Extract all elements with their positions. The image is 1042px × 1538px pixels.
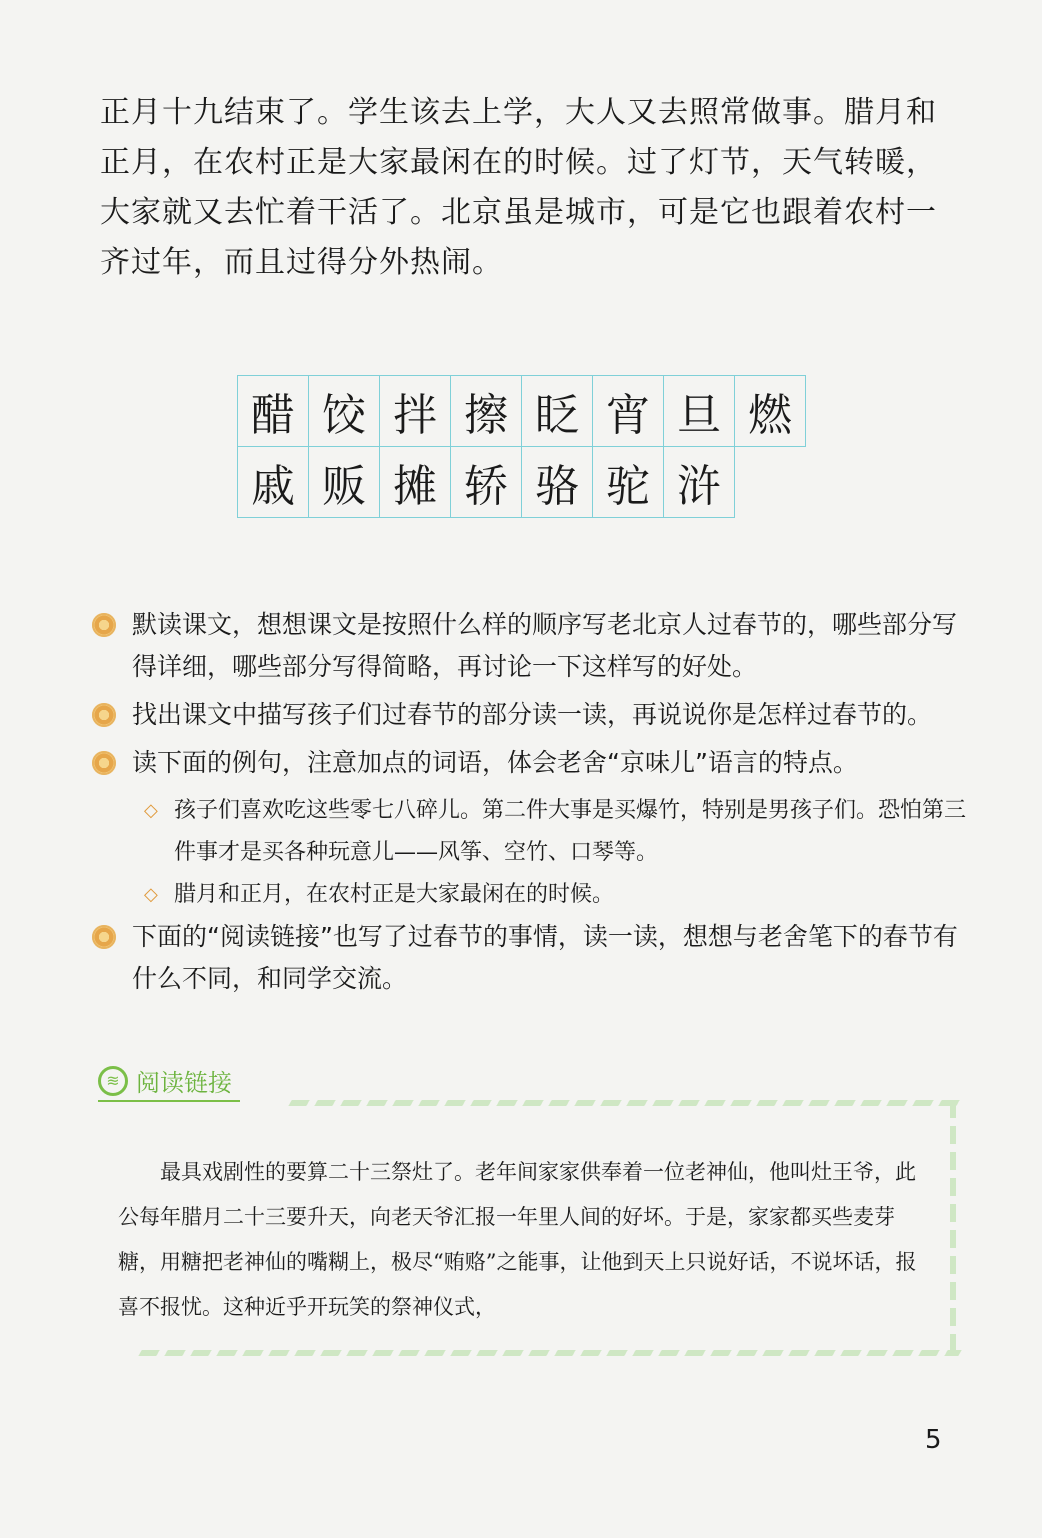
example-sentence	[144, 874, 972, 916]
char-cell: 拌	[379, 375, 451, 447]
exercise-text: 读下面的例句，注意加点的词语，体会老舍“京味儿”语言的特点。	[132, 748, 858, 777]
reading-text: 最具戏剧性的要算二十三祭灶了。老年间家家供奉着一位老神仙，他叫灶王爷，此公每年腊月二十三要升天，向老天爷汇报一年里人间的好坏。于是，家家都买些麦芽糖，用糖把老神仙的嘴糊上，极尽“贿赂”之能事，让他到天上只说好话，不说坏话，报喜不报忧。这种近乎开玩笑的祭神仪式，	[118, 1160, 917, 1319]
char-cell: 旦	[663, 375, 735, 447]
example-sentence	[144, 790, 972, 874]
exercise-text: 下面的“阅读链接”也写了过春节的事情，读一读，想想与老舍笔下的春节有什么不同，和同学交流。	[132, 922, 958, 993]
dashed-border-right	[950, 1100, 956, 1356]
reading-link-body	[118, 1150, 918, 1330]
reading-link-title: 阅读链接	[136, 1069, 232, 1097]
intro-text: 正月十九结束了。学生该去上学，大人又去照常做事。腊月和正月，在农村正是大家最闲在的时候。过了灯节，天气转暖，大家就又去忙着干活了。北京虽是城市，可是它也跟着农村一齐过年，而且过得分外热闹。	[100, 95, 937, 280]
flower-bullet-icon	[92, 742, 132, 784]
char-cell: 戚	[237, 446, 309, 518]
exercise-item	[92, 916, 972, 1000]
exercise-text: 默读课文，想想课文是按照什么样的顺序写老北京人过春节的，哪些部分写得详细，哪些部分写得简略，再讨论一下这样写的好处。	[132, 610, 958, 681]
new-characters-grid	[238, 376, 806, 518]
char-cell: 轿	[450, 446, 522, 518]
reading-link-header	[98, 1063, 232, 1098]
char-cell: 醋	[237, 375, 309, 447]
char-cell: 燃	[734, 375, 806, 447]
diamond-bullet-icon: ◇	[144, 884, 158, 905]
char-row-2	[238, 447, 806, 518]
dashed-border-bottom	[138, 1350, 961, 1356]
example-text: 腊月和正月，在农村正是大家最闲在的时候。	[174, 882, 615, 907]
char-cell: 眨	[521, 375, 593, 447]
example-text: 孩子们喜欢吃这些零七八碎儿。第二件大事是买爆竹，特别是男孩子们。恐怕第三件事才是买各种玩意儿——风筝、空竹、口琴等。	[174, 798, 967, 865]
exercise-text: 找出课文中描写孩子们过春节的部分读一读，再说说你是怎样过春节的。	[132, 700, 933, 729]
char-cell: 宵	[592, 375, 664, 447]
page-number: 5	[925, 1425, 942, 1455]
flower-bullet-icon	[92, 694, 132, 736]
char-cell: 贩	[308, 446, 380, 518]
exercise-item	[92, 604, 972, 688]
intro-paragraph	[100, 88, 960, 288]
flower-bullet-icon	[92, 916, 132, 958]
char-cell: 擦	[450, 375, 522, 447]
book-icon: ≋	[98, 1066, 128, 1096]
flower-bullet-icon	[92, 604, 132, 646]
exercise-item	[92, 742, 972, 784]
dashed-border-top	[288, 1100, 961, 1106]
header-underline	[98, 1100, 240, 1102]
char-cell: 浒	[663, 446, 735, 518]
exercise-item	[92, 694, 972, 736]
char-cell: 摊	[379, 446, 451, 518]
char-cell: 骆	[521, 446, 593, 518]
char-cell: 饺	[308, 375, 380, 447]
char-cell: 驼	[592, 446, 664, 518]
char-row-1	[238, 376, 806, 447]
exercise-list	[92, 604, 972, 1006]
diamond-bullet-icon: ◇	[144, 800, 158, 821]
